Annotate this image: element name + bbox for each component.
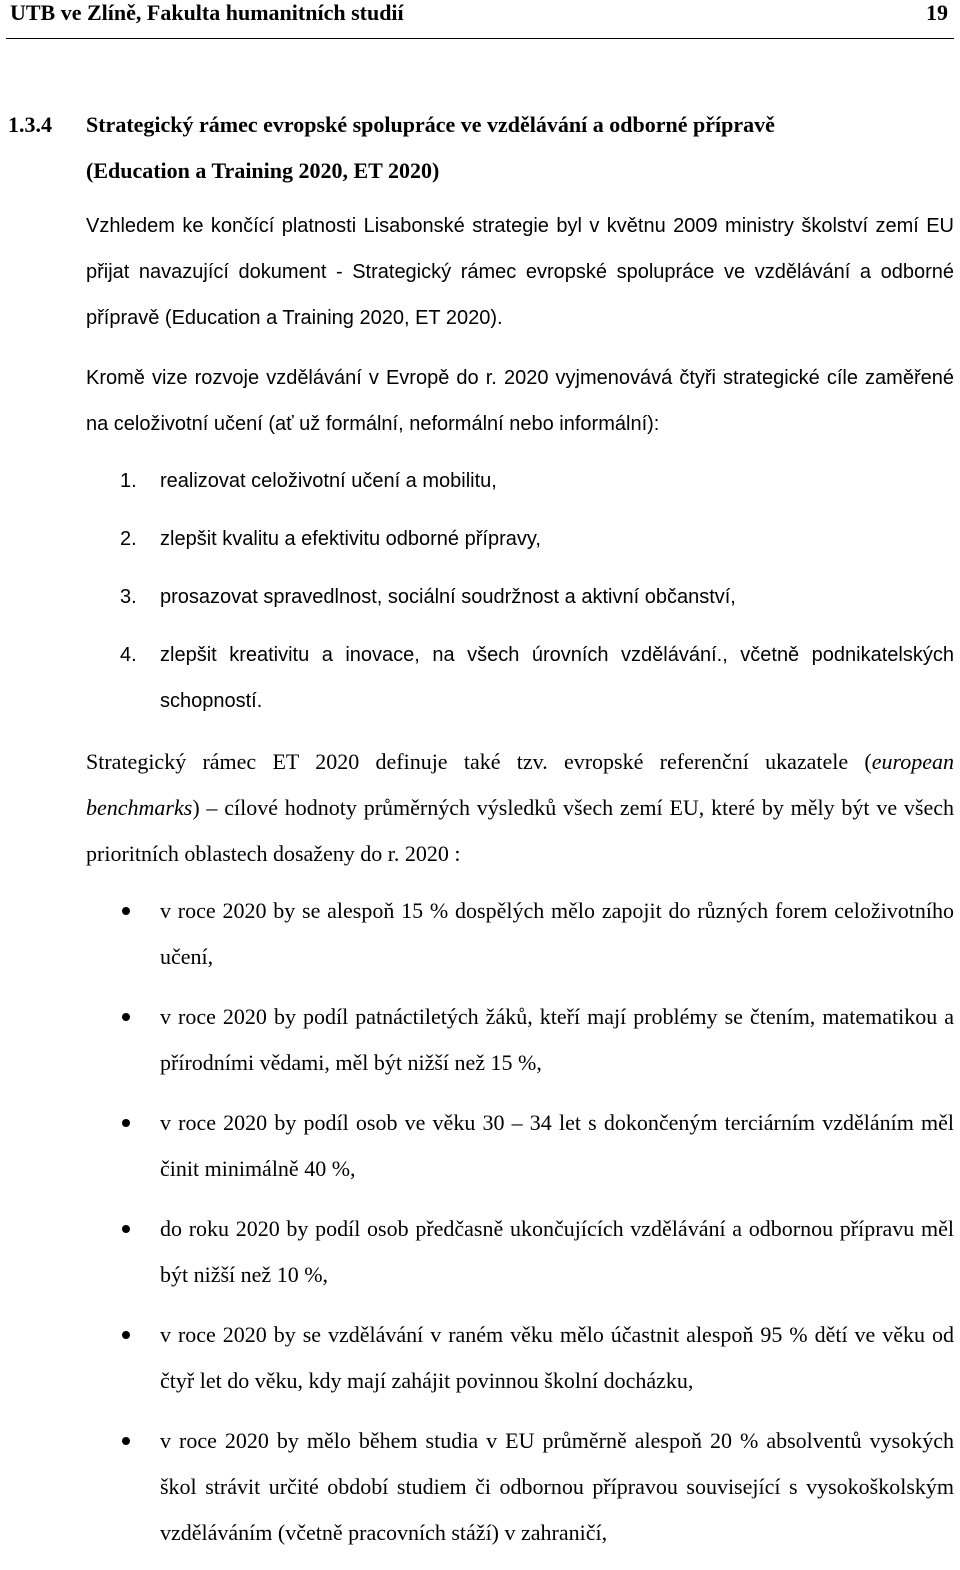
list-item xyxy=(86,1100,954,1192)
list-item xyxy=(86,1206,954,1298)
list-number: 3. xyxy=(120,586,137,608)
list-text: v roce 2020 by mělo během studia v EU průměrně alespoň 20 % absolventů vysokých škol strávit určité období studiem či odbornou přípravou související s vysokoškolským vzděláváním (včetně pracovních stáží) v zahraničí, xyxy=(160,1428,954,1545)
section-title-line1: Strategický rámec evropské spolupráce ve vzdělávání a odborné přípravě xyxy=(86,112,775,137)
page-header xyxy=(6,0,954,39)
list-item xyxy=(86,994,954,1086)
list-text: do roku 2020 by podíl osob předčasně ukončujících vzdělávání a odbornou přípravu měl být nižší než 10 %, xyxy=(160,1216,954,1287)
bullet-icon xyxy=(122,907,130,915)
list-item xyxy=(86,516,954,562)
benchmarks-italic-term: european benchmarks xyxy=(86,749,954,820)
goals-list xyxy=(86,458,954,736)
bullet-icon xyxy=(122,1119,130,1127)
bullet-icon xyxy=(122,1225,130,1233)
list-number: 2. xyxy=(120,528,137,550)
header-title: UTB ve Zlíně, Fakulta humanitních studií xyxy=(10,0,404,25)
list-number: 4. xyxy=(120,644,137,666)
list-text: realizovat celoživotní učení a mobilitu, xyxy=(160,470,497,492)
page-number: 19 xyxy=(926,0,948,25)
list-item xyxy=(86,1418,954,1556)
list-text: zlepšit kvalitu a efektivitu odborné přípravy, xyxy=(160,528,541,550)
list-item xyxy=(86,1312,954,1404)
bullet-icon xyxy=(122,1437,130,1445)
list-item xyxy=(86,574,954,620)
bullet-icon xyxy=(122,1331,130,1339)
list-text: prosazovat spravedlnost, sociální soudržnost a aktivní občanství, xyxy=(160,586,736,608)
list-number: 1. xyxy=(120,470,137,492)
list-text: v roce 2020 by podíl osob ve věku 30 – 34 let s dokončeným terciárním vzděláním měl činit minimálně 40 %, xyxy=(160,1110,954,1181)
benchmarks-intro-text: Strategický rámec ET 2020 definuje také tzv. evropské referenční ukazatele ( xyxy=(86,749,872,774)
list-text: v roce 2020 by podíl patnáctiletých žáků, kteří mají problémy se čtením, matematikou a přírodními vědami, měl být nižší než 15 %, xyxy=(160,1004,954,1075)
list-text: zlepšit kreativitu a inovace, na všech úrovních vzdělávání., včetně podnikatelských schopností. xyxy=(160,644,954,712)
paragraph-goals-intro: Kromě vize rozvoje vzdělávání v Evropě do r. 2020 vyjmenovává čtyři strategické cíle zaměřené na celoživotní učení (ať už formální, neformální nebo informální): xyxy=(86,367,954,435)
list-text: v roce 2020 by se alespoň 15 % dospělých mělo zapojit do různých forem celoživotního učení, xyxy=(160,898,954,969)
benchmarks-intro-text-end: ) – cílové hodnoty průměrných výsledků všech zemí EU, které by měly být ve všech prioritních oblastech dosaženy do r. 2020 : xyxy=(86,795,954,866)
list-item xyxy=(86,632,954,724)
paragraph-benchmarks-intro xyxy=(86,739,954,877)
section-title-line2: (Education a Training 2020, ET 2020) xyxy=(86,158,440,183)
list-item xyxy=(86,458,954,504)
list-item xyxy=(86,888,954,980)
list-text: v roce 2020 by se vzdělávání v raném věku mělo účastnit alespoň 95 % dětí ve věku od čtyř let do věku, kdy mají zahájit povinnou školní docházku, xyxy=(160,1322,954,1393)
benchmarks-list xyxy=(86,888,954,1570)
section-number: 1.3.4 xyxy=(8,112,52,137)
paragraph-intro: Vzhledem ke končící platnosti Lisabonské strategie byl v květnu 2009 ministry školství zemí EU přijat navazující dokument - Strategický rámec evropské spolupráce ve vzdělávání a odborné přípravě (Education a Training 2020, ET 2020). xyxy=(86,215,954,329)
bullet-icon xyxy=(122,1013,130,1021)
